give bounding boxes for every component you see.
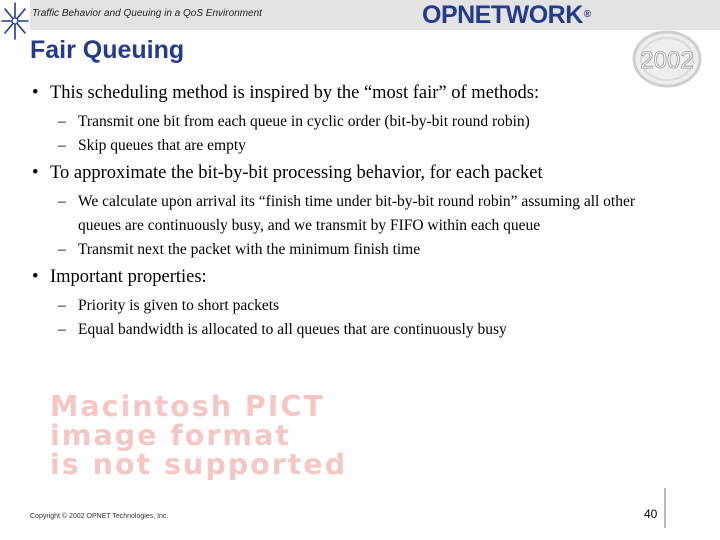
brand-name: OPNETWORK xyxy=(422,1,583,29)
header-title: Traffic Behavior and Queuing in a QoS Environment xyxy=(32,8,262,19)
bullet-list xyxy=(30,82,680,342)
sub-bullet-item: – Transmit one bit from each queue in cyclic order (bit-by-bit round robin) xyxy=(30,110,680,134)
bullet-item: • This scheduling method is inspired by the “most fair” of methods: xyxy=(30,82,680,104)
sub-bullet-text: – We calculate upon arrival its “finish time under bit-by-bit round robin” assuming all other queues are continuously busy, and we transmit by FIFO within each queue xyxy=(78,193,636,234)
star-burst-icon xyxy=(0,0,30,42)
placeholder-line: is not supported xyxy=(50,448,348,481)
placeholder-line: image format xyxy=(50,419,291,452)
sub-bullet-item: – Priority is given to short packets xyxy=(30,294,680,318)
bullet-item: • To approximate the bit-by-bit processing behavior, for each packet xyxy=(30,162,680,184)
bullet-item: • Important properties: xyxy=(30,266,680,288)
slide-title: Fair Queuing xyxy=(30,36,185,64)
sub-bullet-item: – Transmit next the packet with the minimum finish time xyxy=(30,238,680,262)
sub-bullet-item xyxy=(30,190,680,238)
footer-divider xyxy=(664,488,666,528)
year-badge-label: 2002 xyxy=(640,47,694,74)
sub-bullet-item: – Skip queues that are empty xyxy=(30,134,680,158)
page-number: 40 xyxy=(644,507,658,521)
copyright-notice: Copyright © 2002 OPNET Technologies, Inc. xyxy=(30,513,169,520)
year-badge xyxy=(630,28,704,90)
unsupported-image-placeholder xyxy=(50,392,610,479)
sub-bullet-item: – Equal bandwidth is allocated to all queues that are continuously busy xyxy=(30,318,680,342)
brand-logo xyxy=(422,1,591,29)
placeholder-line: Macintosh PICT xyxy=(50,390,325,423)
registered-mark: ® xyxy=(583,9,591,20)
